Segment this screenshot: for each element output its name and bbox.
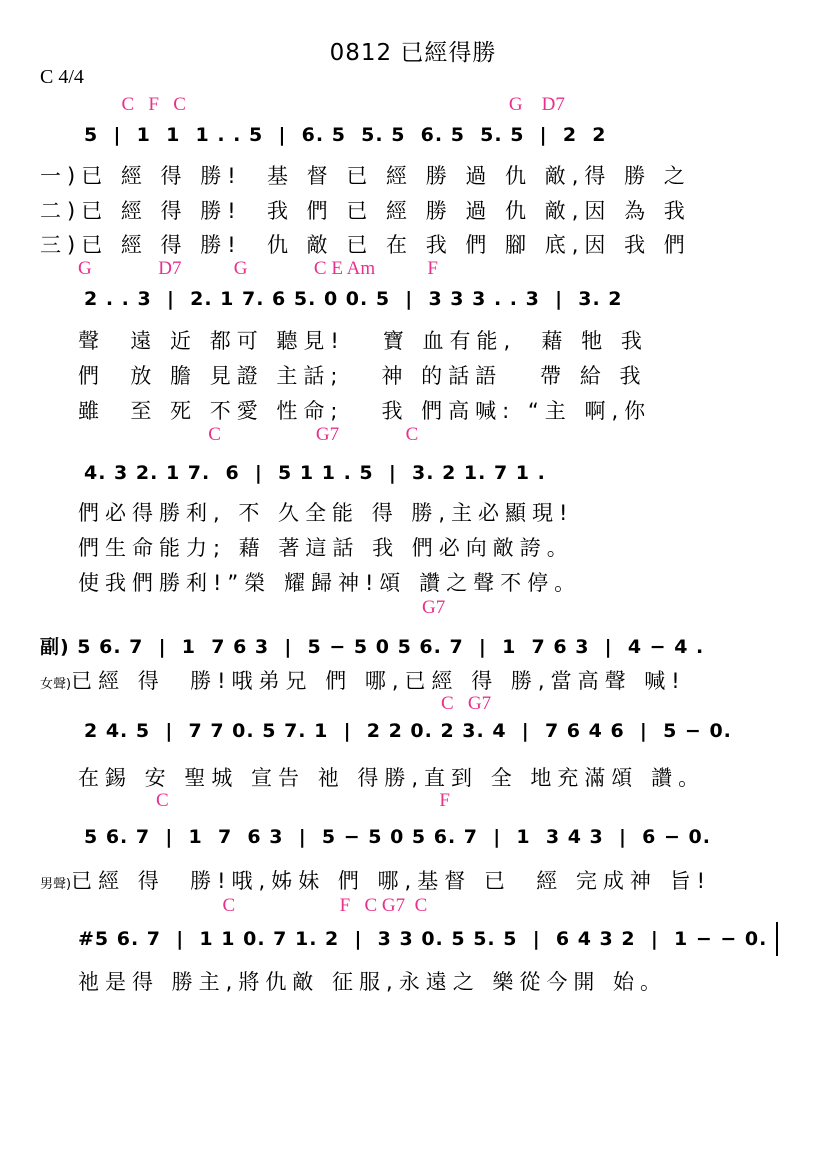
notation-line: 4. 3 2. 1 7. 6 | 5 1 1 . 5 | 3. 2 1. 7 1 .: [84, 462, 546, 484]
key-signature: C 4/4: [40, 66, 84, 88]
song-title: 0812 已經得勝: [329, 40, 497, 66]
chord-line: C F: [80, 790, 450, 811]
lyric-line: 一)已 經 得 勝! 基 督 已 經 勝 過 仇 敵,得 勝 之: [40, 164, 691, 188]
lyric-text: 已經 得 勝!哦弟兄 們 哪,已經 得 勝,當高聲 喊!: [71, 669, 686, 693]
lyric-line: 們 放 膽 見證 主話; 神 的話語 帶 給 我: [78, 364, 647, 388]
chord-line: C G7 C: [80, 424, 419, 445]
notation-line: 2 . . 3 | 2. 1 7. 6 5. 0 0. 5 | 3 3 3 . . 3 | 3. 2: [84, 288, 623, 310]
chord-line: G D7 G C E Am F: [78, 258, 438, 279]
lyric-line-men: [40, 865, 711, 895]
lyric-line: 二)已 經 得 勝! 我 們 已 經 勝 過 仇 敵,因 為 我: [40, 199, 691, 223]
lyric-line: 雖 至 死 不愛 性命; 我 們高喊: “主 啊,你: [78, 399, 652, 423]
voice-label-men: 男聲): [40, 877, 72, 892]
lyric-line: 們必得勝利, 不 久全能 得 勝,主必顯現!: [78, 501, 574, 525]
chord-line: C F C G7 C: [80, 895, 428, 916]
chord-line: G7: [80, 597, 446, 618]
lyric-line: 三)已 經 得 勝! 仇 敵 已 在 我 們 腳 底,因 我 們: [40, 233, 691, 257]
voice-label-women: 女聲): [40, 677, 72, 692]
lyric-line: 們生命能力; 藉 著這話 我 們必向敵誇。: [78, 536, 574, 560]
notation-line: #5 6. 7 | 1 1 0. 7 1. 2 | 3 3 0. 5 5. 5 | 6 4 3 2 | 1 − − 0.: [78, 928, 768, 950]
notation-line: 5 | 1 1 1 . . 5 | 6. 5 5. 5 6. 5 5. 5 | 2 2: [84, 124, 607, 146]
lyric-line: 聲 遠 近 都可 聽見! 寶 血有能, 藉 牠 我: [78, 329, 648, 353]
notation-line: 2 4. 5 | 7 7 0. 5 7. 1 | 2 2 0. 2 3. 4 | 7 6 4 6 | 5 − 0.: [84, 720, 732, 742]
notation-line: 副) 5 6. 7 | 1 7 6 3 | 5 − 5 0 5 6. 7 | 1 7 6 3 | 4 − 4 .: [40, 636, 705, 658]
notation-line: 5 6. 7 | 1 7 6 3 | 5 − 5 0 5 6. 7 | 1 3 4 3 | 6 − 0.: [84, 826, 711, 848]
lyric-line-women: [40, 665, 686, 695]
lyric-line: 祂是得 勝主,將仇敵 征服,永遠之 樂從今開 始。: [78, 970, 668, 994]
chord-line: C G7: [80, 693, 492, 714]
lyric-line: 在錫 安 聖城 宣告 祂 得勝,直到 全 地充滿頌 讚。: [78, 766, 706, 790]
lyric-text: 已經 得 勝!哦,姊妹 們 哪,基督 已 經 完成神 旨!: [71, 869, 712, 893]
lyric-line: 使我們勝利!”榮 耀歸神!頌 讚之聲不停。: [78, 571, 582, 595]
final-barline: [776, 922, 778, 956]
chord-line: C F C G D7: [112, 94, 565, 115]
